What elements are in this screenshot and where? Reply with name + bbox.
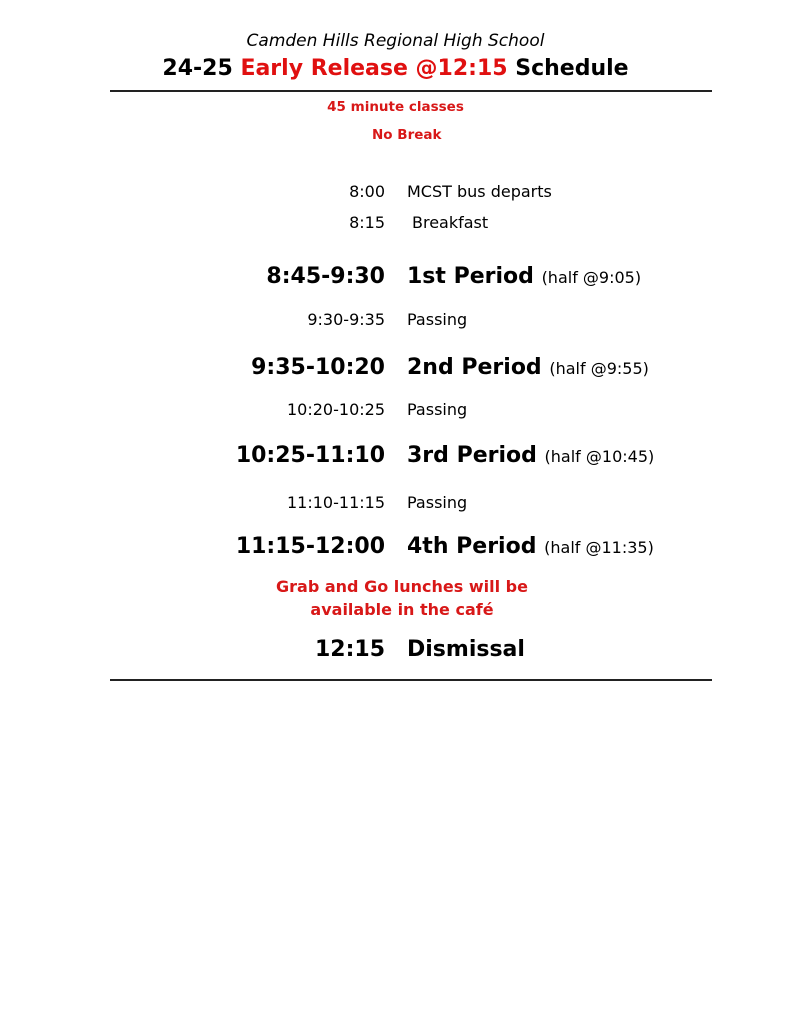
- half-time: (half @9:55): [549, 359, 649, 378]
- top-divider: [110, 90, 712, 92]
- schedule-row: [0, 264, 791, 294]
- half-time: (half @9:05): [541, 268, 642, 287]
- time: 8:15: [349, 213, 385, 232]
- lunch-note-line: Grab and Go lunches will be: [276, 577, 528, 596]
- schedule-row-dismissal: [0, 637, 791, 667]
- time: 11:10-11:15: [287, 493, 385, 512]
- note-class-length: 45 minute classes: [327, 99, 464, 115]
- period-name: 4th Period: [407, 534, 537, 559]
- time: 9:30-9:35: [307, 310, 385, 329]
- lunch-note-line: available in the café: [310, 600, 494, 619]
- activity: [407, 443, 654, 468]
- title-suffix: Schedule: [515, 56, 629, 81]
- school-name: Camden Hills Regional High School: [246, 31, 545, 51]
- bottom-divider: [110, 679, 712, 681]
- schedule-row: [0, 355, 791, 385]
- time: 10:25-11:10: [235, 443, 385, 468]
- schedule-row: [0, 493, 791, 523]
- title-highlight: Early Release @12:15: [240, 56, 508, 81]
- time: 12:15: [314, 637, 385, 662]
- activity: Breakfast: [412, 213, 489, 232]
- schedule-row: [0, 534, 791, 564]
- note-no-break: No Break: [372, 127, 442, 143]
- title-year: 24-25: [162, 56, 233, 81]
- period-name: 2nd Period: [407, 355, 542, 380]
- half-time: (half @11:35): [544, 538, 654, 557]
- period-name: 3rd Period: [407, 443, 537, 468]
- activity: [407, 534, 654, 559]
- schedule-row: [0, 400, 791, 430]
- activity: MCST bus departs: [407, 182, 552, 201]
- schedule-row: [0, 182, 791, 212]
- time: 10:20-10:25: [287, 400, 385, 419]
- time: 8:45-9:30: [266, 264, 385, 289]
- time: 9:35-10:20: [251, 355, 385, 380]
- period-name: 1st Period: [407, 264, 534, 289]
- time: 8:00: [349, 182, 385, 201]
- activity: Passing: [407, 493, 468, 512]
- half-time: (half @10:45): [544, 447, 655, 466]
- schedule-row: [0, 310, 791, 340]
- activity: [407, 355, 649, 380]
- time: 11:15-12:00: [235, 534, 385, 559]
- activity: [407, 264, 641, 289]
- schedule-row: [0, 443, 791, 473]
- activity: Passing: [407, 400, 468, 419]
- activity: Dismissal: [407, 637, 525, 662]
- schedule-row: [0, 213, 791, 243]
- activity: Passing: [407, 310, 468, 329]
- lunch-note: [252, 575, 552, 621]
- page-title: [0, 56, 791, 81]
